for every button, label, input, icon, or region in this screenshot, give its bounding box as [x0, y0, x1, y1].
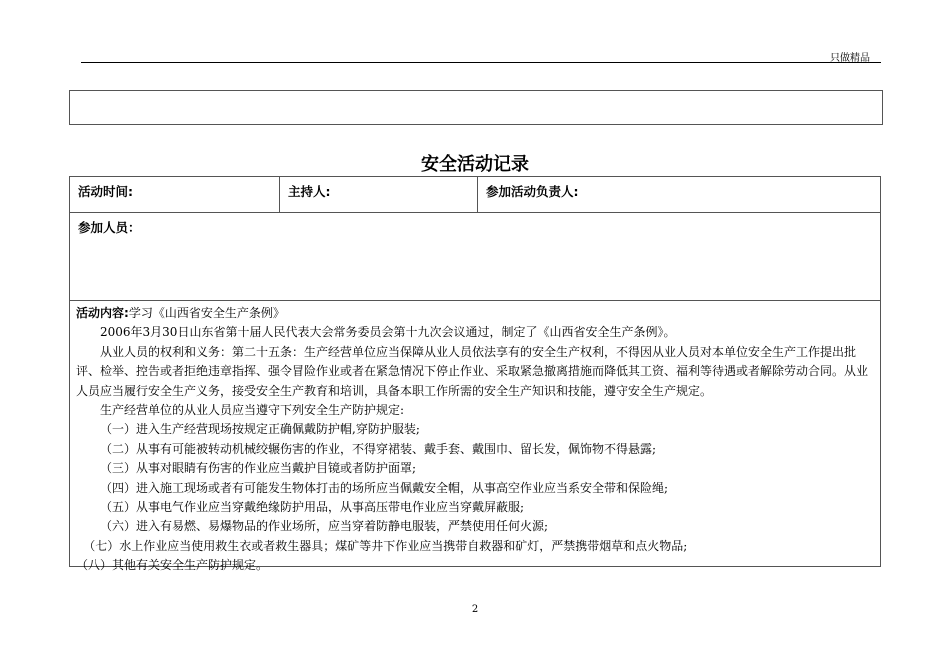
content-topic: 学习《山西省安全生产条例》: [128, 306, 285, 320]
list-item: （二）从事有可能被转动机械绞辗伤害的作业，不得穿裙装、戴手套、戴围巾、留长发，佩饰物不得悬露;: [100, 441, 657, 456]
empty-box: [69, 90, 883, 125]
list-item: （六）进入有易燃、易爆物品的作业场所，应当穿着防静电服装，严禁使用任何火源;: [100, 519, 549, 534]
header-rule: [81, 62, 881, 63]
list-item: （八）其他有关安全生产防护规定。: [76, 558, 269, 573]
content-para-3: 生产经营单位的从业人员应当遵守下列安全生产防护规定:: [100, 403, 405, 418]
list-item: （三）从事对眼睛有伤害的作业应当戴护目镜或者防护面罩;: [100, 461, 417, 476]
time-cell: 活动时间:: [70, 177, 280, 212]
participants-cell: 参加人员：: [70, 213, 880, 301]
list-item: （七）水上作业应当使用救生衣或者救生器具；煤矿等井下作业应当携带自救器和矿灯，严禁携带烟草和点火物品;: [83, 538, 688, 553]
host-cell: 主持人:: [280, 177, 478, 212]
list-item: （五）从事电气作业应当穿戴绝缘防护用品，从事高压带电作业应当穿戴屏蔽服;: [100, 500, 525, 515]
page-number: 2: [471, 604, 479, 615]
list-item: （一）进入生产经营现场按规定正确佩戴防护帽,穿防护服装;: [100, 422, 420, 437]
content-label: 活动内容:: [76, 306, 129, 320]
info-row: [70, 177, 880, 213]
content-para-1: 2006年3月30日山东省第十届人民代表大会常务委员会第十九次会议通过，制定了《山西省安全生产条例》。: [100, 325, 676, 340]
content-para-2: 从业人员的权利和义务：第二十五条：生产经营单位应当保障从业人员依法享有的安全生产权利，不得因从业人员对本单位安全生产工作提出批评、检举、控告或者拒绝违章指挥、强令冒险作业或者在紧急情况下停止作业、采取紧急撤离措施而降低其工资、福利等待遇或者解除劳动合同。从业人员应当履行安全生产义务，接受安全生产教育和培训，具备本职工作所需的安全生产知识和技能，遵守安全生产规定。: [76, 344, 869, 398]
header-note: 只做精品: [830, 53, 870, 64]
content-cell: [70, 301, 880, 573]
leader-cell: 参加活动负责人:: [486, 184, 579, 199]
list-item: （四）进入施工现场或者有可能发生物体打击的场所应当佩戴安全帽，从事高空作业应当系安全带和保险绳;: [100, 480, 669, 495]
content-heading: [76, 304, 874, 323]
record-table: [69, 176, 881, 573]
page-title: 安全活动记录: [421, 154, 529, 175]
